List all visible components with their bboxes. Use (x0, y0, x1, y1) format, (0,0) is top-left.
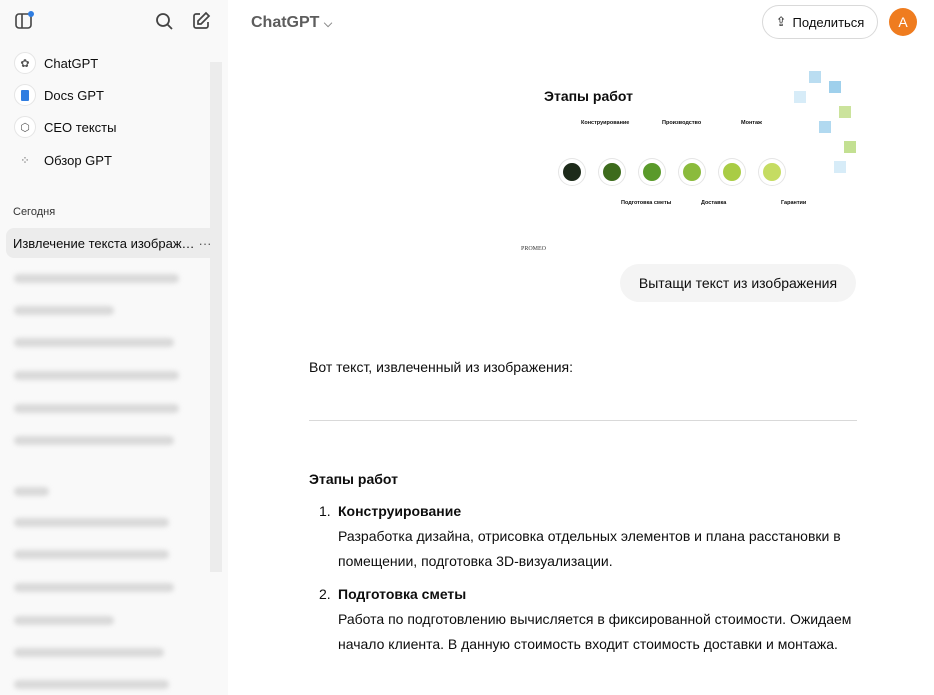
stage-label: Гарантии (781, 200, 807, 206)
stage-label: Производство (662, 120, 702, 126)
chat-item[interactable] (14, 550, 169, 559)
cube-icon: ⬡ (14, 116, 36, 138)
gpt-label: Docs GPT (44, 87, 104, 103)
chat-item[interactable] (14, 583, 174, 592)
section-heading (14, 487, 49, 496)
chat-item[interactable] (14, 274, 179, 283)
search-icon[interactable] (154, 11, 174, 31)
gpt-label: Обзор GPT (44, 152, 112, 168)
sidebar-toggle-icon[interactable] (14, 11, 34, 31)
response-heading: Этапы работ (309, 471, 398, 487)
image-logo: PROMEO (521, 246, 547, 252)
share-label: Поделиться (792, 14, 865, 30)
user-message: Вытащи текст из изображения (620, 264, 856, 302)
response-intro: Вот текст, извлеченный из изображения: (309, 359, 574, 375)
chat-item[interactable] (14, 371, 179, 380)
openai-icon: ✿ (14, 52, 36, 74)
avatar[interactable]: A (889, 8, 917, 36)
sidebar (0, 0, 228, 695)
list-item: 2. Подготовка сметы Работа по подготовлению вычисляется в фиксированной стоимости. Ожидаем начало клиента. В данную стоимость входит стоимость доставки и монтажа. (319, 586, 852, 652)
doc-icon (14, 84, 36, 106)
gpt-label: ChatGPT (44, 55, 99, 71)
scrollbar[interactable] (210, 62, 222, 572)
gpt-ceo[interactable] (10, 112, 200, 142)
chat-item[interactable] (14, 648, 164, 657)
chat-item[interactable] (14, 404, 179, 413)
chat-item[interactable] (14, 680, 169, 689)
new-chat-icon[interactable] (191, 11, 211, 31)
chat-item[interactable] (14, 306, 114, 315)
model-selector[interactable]: ChatGPT ⌵ (251, 14, 333, 31)
stage-label: Подготовка сметы (621, 200, 672, 206)
gpt-label: CEO тексты (44, 119, 117, 135)
stage-label: Доставка (701, 200, 727, 206)
list-item: 1. Конструирование Разработка дизайна, отрисовка отдельных элементов и плана расстановки в помещении, подготовка 3D-визуализации. (319, 503, 841, 569)
chat-item-active[interactable] (6, 228, 218, 258)
chat-item[interactable] (14, 436, 174, 445)
chat-item[interactable] (14, 338, 174, 347)
explore-gpts[interactable] (10, 145, 200, 175)
gpt-chatgpt[interactable] (10, 48, 200, 78)
image-title: Этапы работ (544, 88, 633, 104)
share-icon: ⇪ (775, 14, 787, 29)
stage-label: Конструирование (581, 120, 630, 126)
section-today: Сегодня (13, 206, 56, 218)
divider (309, 420, 857, 421)
more-icon[interactable]: ··· (198, 235, 212, 251)
share-button[interactable] (762, 5, 878, 39)
chat-item[interactable] (14, 518, 169, 527)
stage-label: Монтаж (741, 120, 762, 126)
gpt-docs[interactable] (10, 80, 200, 110)
uploaded-image[interactable] (509, 66, 857, 258)
chat-title: Извлечение текста изображ… (13, 235, 195, 251)
response-list (309, 499, 857, 665)
chat-item[interactable] (14, 616, 114, 625)
chat-main (228, 0, 934, 695)
grid-icon: ⁘ (20, 154, 30, 167)
